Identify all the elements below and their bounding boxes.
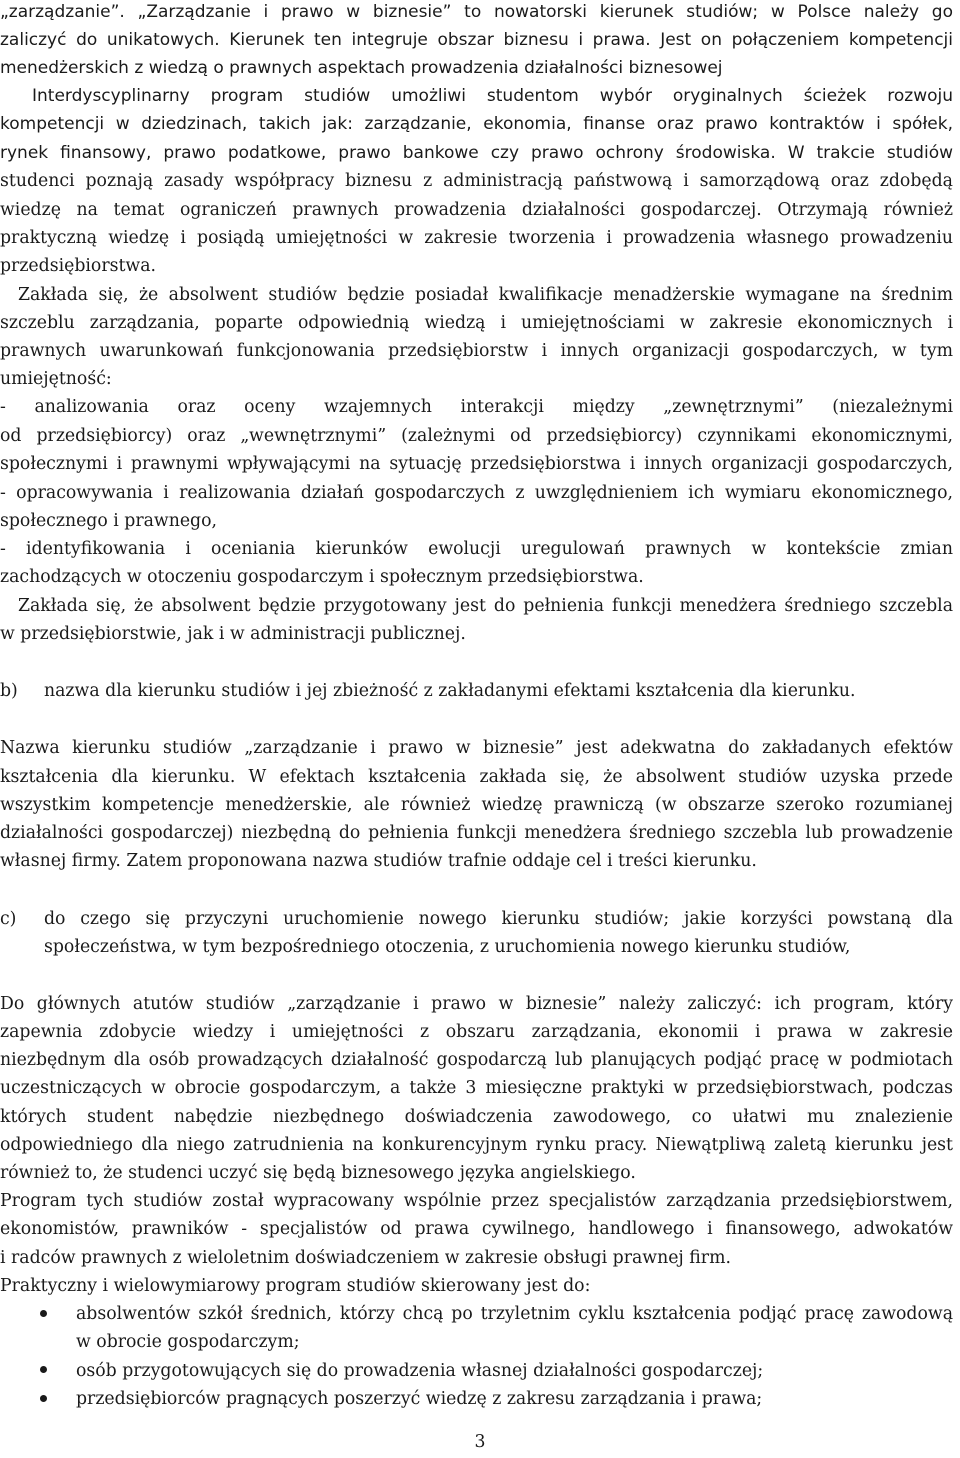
text-line: zaliczyć do unikatowych. Kierunek ten integruje obszar biznesu i prawa. Jest on połączeniem kompetencji	[0, 30, 953, 50]
text-line: ekonomistów, prawników - specjalistów od prawa cywilnego, handlowego i finansowego, adwokatów	[0, 1219, 953, 1239]
text-line: społecznymi i prawnymi wpływającymi na sytuację przedsiębiorstwa i innych organizacji gospodarczych,	[0, 454, 953, 474]
text-line: Nazwa kierunku studiów „zarządzanie i prawo w biznesie” jest adekwatna do zakładanych efektów	[0, 738, 953, 758]
text-line: - identyfikowania i oceniania kierunków ewolucji uregulowań prawnych w kontekście zmian	[0, 539, 953, 559]
text-line: odpowiedniego dla niego zatrudnienia na konkurencyjnym rynku pracy. Niewątpliwą zaletą kierunku jest	[0, 1135, 953, 1155]
list-marker: b)	[0, 681, 18, 701]
list-item-text: przedsiębiorców pragnących poszerzyć wiedzę z zakresu zarządzania i prawa;	[76, 1389, 763, 1409]
text-line: niezbędnym dla osób prowadzących działalność gospodarczą lub planujących podjąć pracę w podmiotach	[0, 1050, 953, 1070]
text-line: menedżerskich z wiedzą o prawnych aspektach prowadzenia działalności biznesowej	[0, 58, 723, 78]
text-line: wszystkim kompetencje menedżerskie, ale również wiedzę prawniczą (w obszarze szeroko rozumianej	[0, 795, 953, 815]
text-line: działalności gospodarczej) niezbędną do pełnienia funkcji menedżera średniego szczebla lub prowadzenie	[0, 823, 953, 843]
text-line: szczeblu zarządzania, poparte odpowiednią wiedzą i umiejętnościami w zakresie ekonomicznych i	[0, 313, 953, 333]
text-line: Praktyczny i wielowymiarowy program studiów skierowany jest do:	[0, 1276, 591, 1296]
text-line: - opracowywania i realizowania działań gospodarczych z uwzględnieniem ich wymiaru ekonomicznego,	[0, 483, 953, 503]
text-line: rynek finansowy, prawo podatkowe, prawo bankowe czy prawo ochrony środowiska. W trakcie studiów	[0, 143, 953, 163]
text-line: zachodzących w otoczeniu gospodarczym i społecznym przedsiębiorstwa.	[0, 567, 644, 587]
text-line: w przedsiębiorstwie, jak i w administracji publicznej.	[0, 624, 466, 644]
bullet-icon	[40, 1310, 47, 1317]
text-line: Program tych studiów został wypracowany wspólnie przez specjalistów zarządzania przedsiębiorstwem,	[0, 1191, 953, 1211]
text-line: „zarządzanie”. „Zarządzanie i prawo w biznesie” to nowatorski kierunek studiów; w Polsce należy go	[0, 2, 953, 22]
text-line: Interdyscyplinarny program studiów umożliwi studentom wybór oryginalnych ścieżek rozwoju	[32, 86, 953, 106]
text-line: - analizowania oraz oceny wzajemnych interakcji między „zewnętrznymi” (niezależnymi	[0, 397, 953, 417]
text-line: przedsiębiorstwa.	[0, 256, 156, 276]
text-line: studenci poznają zasady współpracy biznesu z administracją państwową i samorządową oraz zdobędą	[0, 171, 953, 191]
list-item-text: w obrocie gospodarczym;	[76, 1332, 300, 1352]
text-line: Zakłada się, że absolwent studiów będzie posiadał kwalifikacje menadżerskie wymagane na średnim	[18, 285, 953, 305]
text-line: prawnych uwarunkowań funkcjonowania przedsiębiorstw i innych organizacji gospodarczych, w tym	[0, 341, 953, 361]
text-line: Zakłada się, że absolwent będzie przygotowany jest do pełnienia funkcji menedżera średniego szczebla	[18, 596, 953, 616]
text-line: kształcenia dla kierunku. W efektach kształcenia zakłada się, że absolwent studiów uzyska przede	[0, 767, 953, 787]
section-heading: nazwa dla kierunku studiów i jej zbieżność z zakładanymi efektami kształcenia dla kierunku.	[44, 681, 856, 701]
text-line: wiedzę na temat ograniczeń prawnych prowadzenia działalności gospodarczej. Otrzymają również	[0, 200, 953, 220]
list-item-text: absolwentów szkół średnich, którzy chcą po trzyletnim cyklu kształcenia podjąć pracę zawodową	[76, 1304, 953, 1324]
text-line: Do głównych atutów studiów „zarządzanie i prawo w biznesie” należy zaliczyć: ich program, który	[0, 994, 953, 1014]
list-item-text: osób przygotowujących się do prowadzenia własnej działalności gospodarczej;	[76, 1361, 764, 1381]
text-line: społecznego i prawnego,	[0, 511, 218, 531]
bullet-icon	[40, 1395, 47, 1402]
section-heading: społeczeństwa, w tym bezpośredniego otoczenia, z uruchomienia nowego kierunku studiów,	[44, 937, 851, 957]
page-number: 3	[474, 1432, 486, 1452]
text-line: uczestniczących w obrocie gospodarczym, a także 3 miesięczne praktyki w przedsiębiorstwach, podczas	[0, 1078, 953, 1098]
text-line: od przedsiębiorcy) oraz „wewnętrznymi” (zależnymi od przedsiębiorcy) czynnikami ekonomicznymi,	[0, 426, 953, 446]
text-line: również to, że studenci uczyć się będą biznesowego języka angielskiego.	[0, 1163, 636, 1183]
text-line: praktyczną wiedzę i posiądą umiejętności w zakresie tworzenia i prowadzenia własnego prowadzeniu	[0, 228, 953, 248]
bullet-icon	[40, 1366, 47, 1373]
text-line: własnej firmy. Zatem proponowana nazwa studiów trafnie oddaje cel i treści kierunku.	[0, 851, 757, 871]
text-line: których student nabędzie niezbędnego doświadczenia zawodowego, co ułatwi mu znalezienie	[0, 1107, 953, 1127]
text-line: zapewnia zdobycie wiedzy i umiejętności z obszaru zarządzania, ekonomii i prawa w zakresie	[0, 1022, 953, 1042]
text-line: kompetencji w dziedzinach, takich jak: zarządzanie, ekonomia, finanse oraz prawo kontraktów i spółek,	[0, 114, 953, 134]
section-heading: do czego się przyczyni uruchomienie nowego kierunku studiów; jakie korzyści powstaną dla	[44, 909, 953, 929]
list-marker: c)	[0, 909, 17, 929]
text-line: umiejętność:	[0, 369, 112, 389]
text-line: i radców prawnych z wieloletnim doświadczeniem w zakresie obsługi prawnej firm.	[0, 1248, 731, 1268]
